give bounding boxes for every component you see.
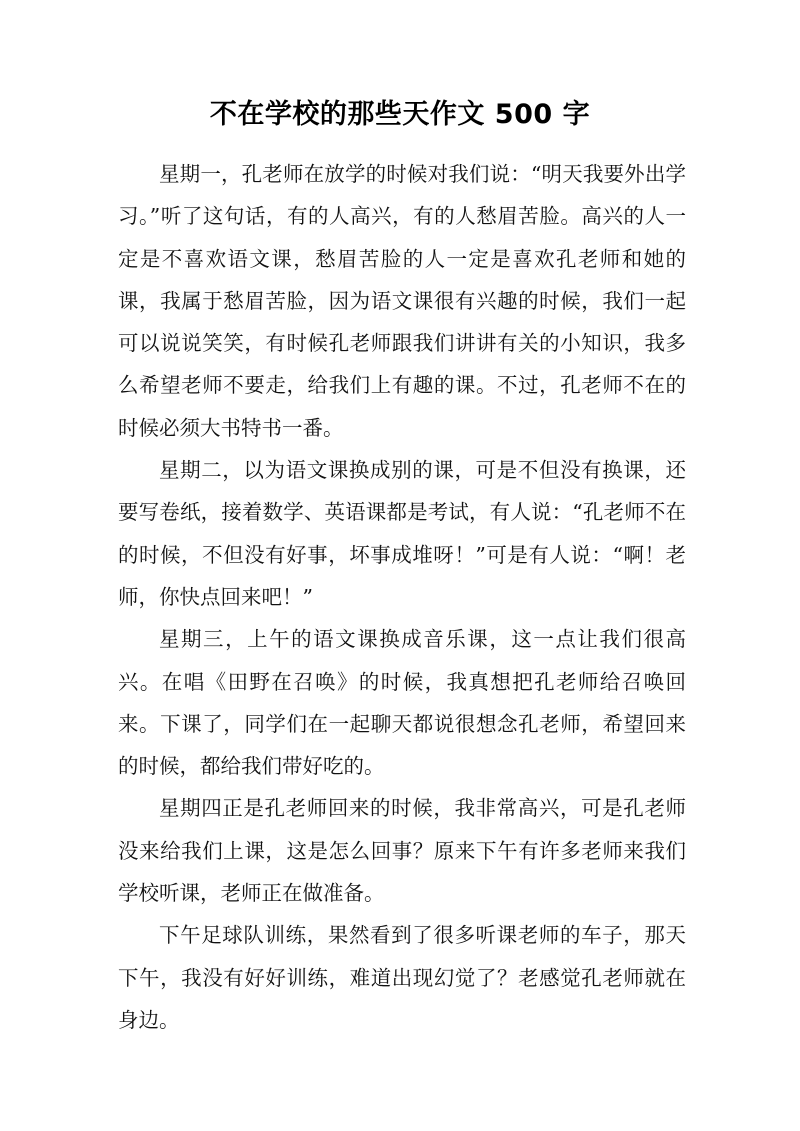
- paragraph-monday: 星期一，孔老师在放学的时候对我们说：“明天我要外出学习。”听了这句话，有的人高兴，有的人愁眉苦脸。高兴的人一定是不喜欢语文课，愁眉苦脸的人一定是喜欢孔老师和她的课，我属于愁眉苦脸，因为语文课很有兴趣的时候，我们一起可以说说笑笑，有时候孔老师跟我们讲讲有关的小知识，我多么希望老师不要走，给我们上有趣的课。不过，孔老师不在的时候必须大书特书一番。: [118, 162, 686, 440]
- paragraph-afternoon: 下午足球队训练，果然看到了很多听课老师的车子，那天下午，我没有好好训练，难道出现幻觉了？老感觉孔老师就在身边。: [118, 923, 686, 1032]
- paragraph-thursday: 星期四正是孔老师回来的时候，我非常高兴，可是孔老师没来给我们上课，这是怎么回事？原来下午有许多老师来我们学校听课，老师正在做准备。: [118, 796, 686, 906]
- document-body: [118, 153, 686, 1041]
- paragraph-tuesday: 星期二，以为语文课换成别的课，可是不但没有换课，还要写卷纸，接着数学、英语课都是考试，有人说：“孔老师不在的时候，不但没有好事，坏事成堆呀！”可是有人说：“啊！老师，你快点回来吧！”: [118, 458, 686, 609]
- document-title: 不在学校的那些天作文 500 字: [209, 99, 591, 130]
- paragraph-wednesday: 星期三，上午的语文课换成音乐课，这一点让我们很高兴。在唱《田野在召唤》的时候，我真想把孔老师给召唤回来。下课了，同学们在一起聊天都说很想念孔老师，希望回来的时候，都给我们带好吃的。: [118, 627, 686, 779]
